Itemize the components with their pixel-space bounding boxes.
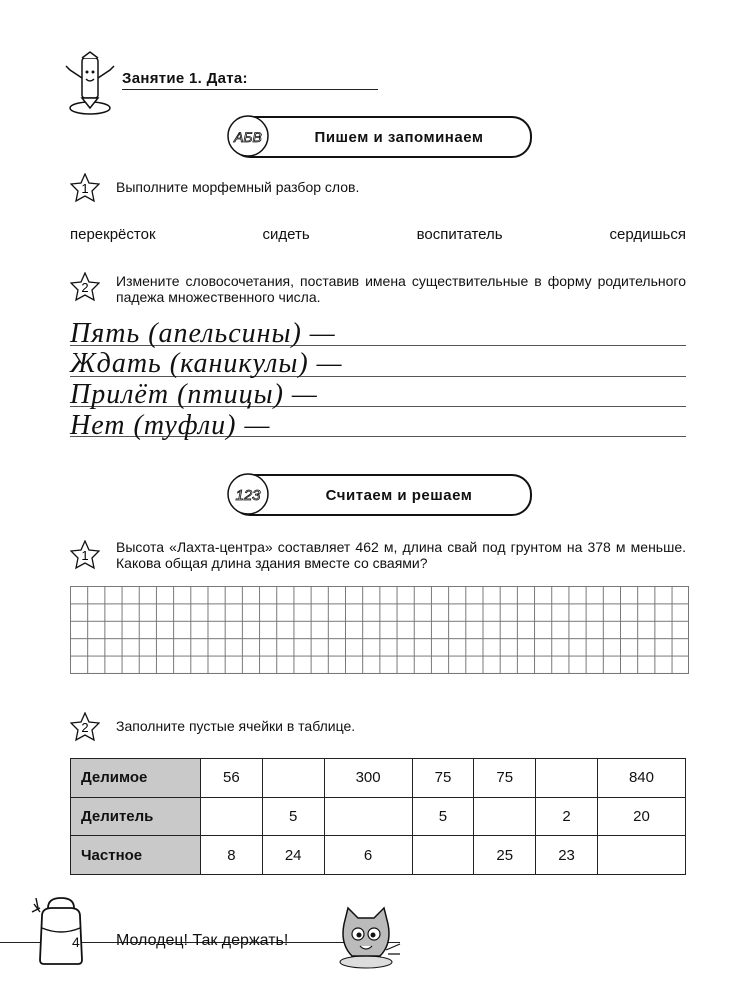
section-title-math [230, 474, 532, 516]
table-cell: 2 [536, 797, 598, 836]
word: сидеть [262, 226, 310, 243]
empty-cell[interactable] [201, 797, 263, 836]
page-number: 4 [72, 934, 80, 950]
empty-cell[interactable] [412, 836, 474, 875]
task-2-instruction: Измените словосочетания, поставив имена существительные в форму родительного падежа множественного числа. [116, 273, 686, 305]
row-header: Частное [71, 836, 201, 875]
task-1-instruction: Выполните морфемный разбор слов. [116, 179, 360, 195]
numbers-icon [226, 472, 272, 516]
section-title-write-label: Пишем и запоминаем [314, 128, 484, 146]
footer-praise: Молодец! Так держать! [116, 932, 289, 949]
empty-cell[interactable] [536, 759, 598, 798]
cat-mascot-icon [330, 904, 402, 970]
table-cell: 300 [324, 759, 412, 798]
svg-text:123: 123 [235, 487, 261, 504]
answer-grid[interactable] [70, 586, 689, 674]
table-cell: 8 [201, 836, 263, 875]
empty-cell[interactable] [262, 759, 324, 798]
word: перекрёсток [70, 226, 156, 243]
empty-cell[interactable] [597, 836, 685, 875]
empty-cell[interactable] [324, 797, 412, 836]
table-cell: 840 [597, 759, 685, 798]
table-cell: 25 [474, 836, 536, 875]
table-cell: 20 [597, 797, 685, 836]
cursive-phrase: Прилёт (птицы) — [70, 379, 318, 410]
empty-cell[interactable] [474, 797, 536, 836]
division-table [70, 758, 686, 875]
cursive-phrase: Пять (апельсины) — [70, 318, 336, 349]
cursive-phrase: Ждать (каникулы) — [70, 348, 343, 379]
table-cell: 24 [262, 836, 324, 875]
cursive-phrase: Нет (туфли) — [70, 410, 271, 441]
backpack-icon [30, 894, 92, 966]
word: сердишься [609, 226, 686, 243]
task-number-star-icon [70, 712, 100, 742]
task-3-instruction: Высота «Лахта-центра» составляет 462 м, длина свай под грунтом на 378 м меньше. Какова общая длина здания вместе со сваями? [116, 539, 686, 571]
table-cell: 5 [412, 797, 474, 836]
table-cell: 56 [201, 759, 263, 798]
task-number-star-icon [70, 272, 100, 302]
task-4-instruction: Заполните пустые ячейки в таблице. [116, 718, 356, 734]
row-header: Делимое [71, 759, 201, 798]
svg-text:2: 2 [81, 280, 89, 295]
svg-text:2: 2 [81, 720, 89, 735]
table-row [71, 759, 686, 798]
date-line [122, 89, 378, 90]
table-cell: 75 [474, 759, 536, 798]
words-row [70, 226, 686, 243]
table-cell: 75 [412, 759, 474, 798]
table-cell: 5 [262, 797, 324, 836]
table-cell: 23 [536, 836, 598, 875]
section-title-math-label: Считаем и решаем [325, 486, 473, 504]
section-title-write [230, 116, 532, 158]
svg-text:АБВ: АБВ [234, 129, 262, 145]
svg-text:1: 1 [81, 181, 89, 196]
table-row [71, 836, 686, 875]
table-cell: 6 [324, 836, 412, 875]
task-number-star-icon [70, 540, 100, 570]
row-header: Делитель [71, 797, 201, 836]
pencil-mascot-icon [62, 48, 118, 116]
lesson-title: Занятие 1. Дата: [122, 70, 248, 87]
abc-letters-icon [226, 114, 272, 158]
svg-text:1: 1 [81, 548, 89, 563]
table-row [71, 797, 686, 836]
word: воспитатель [416, 226, 503, 243]
task-number-star-icon [70, 173, 100, 203]
